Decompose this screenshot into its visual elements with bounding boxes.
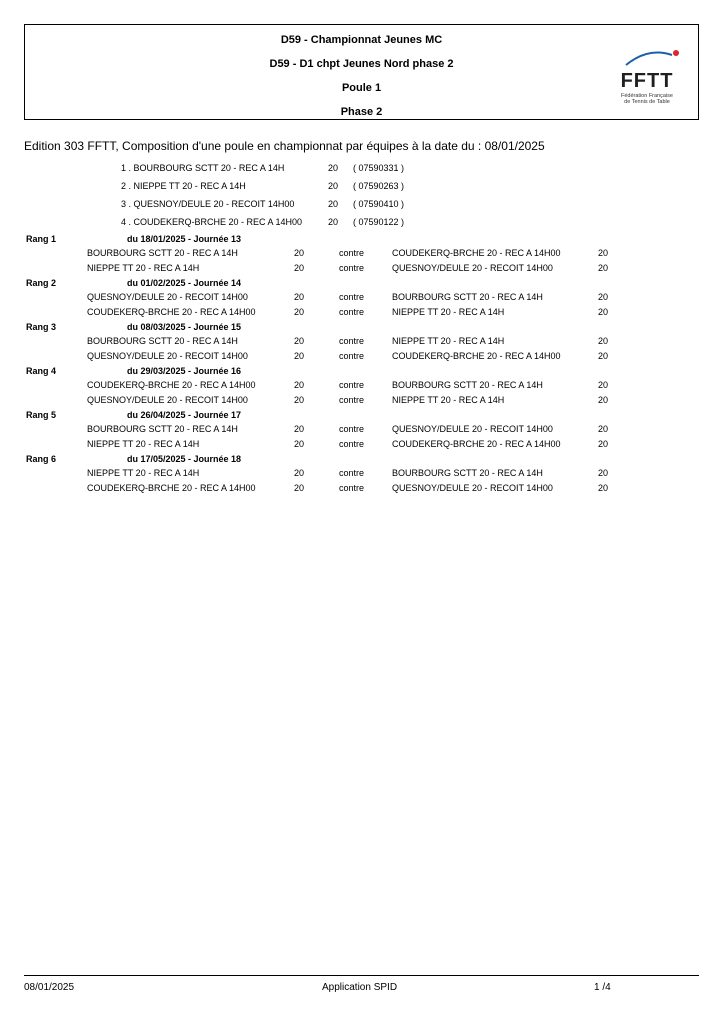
versus-label: contre (339, 307, 365, 317)
home-number: 20 (294, 380, 305, 390)
round-date: du 08/03/2025 - Journée 15 (127, 322, 242, 332)
versus-label: contre (339, 483, 365, 493)
home-team: BOURBOURG SCTT 20 - REC A 14H (87, 248, 238, 258)
round-date: du 18/01/2025 - Journée 13 (127, 234, 242, 244)
team-label: 2 . NIEPPE TT 20 - REC A 14H (121, 181, 246, 191)
away-number: 20 (598, 468, 609, 478)
home-team: QUESNOY/DEULE 20 - RECOIT 14H00 (87, 395, 248, 405)
versus-label: contre (339, 336, 365, 346)
away-number: 20 (598, 248, 609, 258)
away-team: QUESNOY/DEULE 20 - RECOIT 14H00 (392, 483, 553, 493)
away-team: COUDEKERQ-BRCHE 20 - REC A 14H00 (392, 351, 561, 361)
rang-label: Rang 1 (26, 234, 57, 244)
round-date: du 29/03/2025 - Journée 16 (127, 366, 242, 376)
away-number: 20 (598, 336, 609, 346)
away-team: BOURBOURG SCTT 20 - REC A 14H (392, 468, 543, 478)
home-team: QUESNOY/DEULE 20 - RECOIT 14H00 (87, 292, 248, 302)
round-date: du 17/05/2025 - Journée 18 (127, 454, 242, 464)
away-number: 20 (598, 307, 609, 317)
away-number: 20 (598, 380, 609, 390)
logo-subtitle-1: Fédération Française (621, 93, 673, 99)
logo-subtitle-2: de Tennis de Table (624, 99, 670, 105)
home-team: COUDEKERQ-BRCHE 20 - REC A 14H00 (87, 483, 256, 493)
home-number: 20 (294, 248, 305, 258)
away-team: QUESNOY/DEULE 20 - RECOIT 14H00 (392, 263, 553, 273)
home-number: 20 (294, 336, 305, 346)
home-team: NIEPPE TT 20 - REC A 14H (87, 439, 200, 449)
home-team: NIEPPE TT 20 - REC A 14H (87, 468, 200, 478)
home-number: 20 (294, 483, 305, 493)
rang-label: Rang 2 (26, 278, 57, 288)
team-code: ( 07590122 ) (353, 217, 405, 227)
away-team: COUDEKERQ-BRCHE 20 - REC A 14H00 (392, 439, 561, 449)
home-number: 20 (294, 424, 305, 434)
team-number: 20 (328, 199, 339, 209)
versus-label: contre (339, 380, 365, 390)
footer-app: Application SPID (322, 982, 398, 993)
round-date: du 01/02/2025 - Journée 14 (127, 278, 242, 288)
away-team: NIEPPE TT 20 - REC A 14H (392, 395, 505, 405)
edition-line: Edition 303 FFTT, Composition d'une poule en championnat par équipes à la date du : 08/01/2025 (24, 139, 545, 153)
away-team: NIEPPE TT 20 - REC A 14H (392, 336, 505, 346)
away-number: 20 (598, 395, 609, 405)
versus-label: contre (339, 468, 365, 478)
home-team: QUESNOY/DEULE 20 - RECOIT 14H00 (87, 351, 248, 361)
home-number: 20 (294, 307, 305, 317)
home-number: 20 (294, 439, 305, 449)
team-number: 20 (328, 181, 339, 191)
team-code: ( 07590263 ) (353, 181, 405, 191)
header-box (24, 24, 699, 120)
away-number: 20 (598, 263, 609, 273)
versus-label: contre (339, 424, 365, 434)
away-number: 20 (598, 483, 609, 493)
fftt-logo-mark (612, 45, 682, 91)
away-number: 20 (598, 351, 609, 361)
phase-title: Phase 2 (340, 106, 383, 118)
versus-label: contre (339, 395, 365, 405)
team-number: 20 (328, 163, 339, 173)
home-number: 20 (294, 395, 305, 405)
away-team: COUDEKERQ-BRCHE 20 - REC A 14H00 (392, 248, 561, 258)
team-number: 20 (328, 217, 339, 227)
logo-text: FFTT (620, 70, 674, 91)
round-date: du 26/04/2025 - Journée 17 (127, 410, 242, 420)
versus-label: contre (339, 292, 365, 302)
rang-label: Rang 6 (26, 454, 57, 464)
team-label: 3 . QUESNOY/DEULE 20 - RECOIT 14H00 (121, 199, 295, 209)
footer-date: 08/01/2025 (24, 982, 75, 993)
home-number: 20 (294, 468, 305, 478)
home-number: 20 (294, 263, 305, 273)
versus-label: contre (339, 248, 365, 258)
home-team: NIEPPE TT 20 - REC A 14H (87, 263, 200, 273)
home-team: COUDEKERQ-BRCHE 20 - REC A 14H00 (87, 380, 256, 390)
home-team: BOURBOURG SCTT 20 - REC A 14H (87, 424, 238, 434)
footer-divider (24, 975, 699, 976)
team-code: ( 07590331 ) (353, 163, 405, 173)
versus-label: contre (339, 351, 365, 361)
division-title: D59 - D1 chpt Jeunes Nord phase 2 (269, 58, 454, 70)
versus-label: contre (339, 439, 365, 449)
away-team: BOURBOURG SCTT 20 - REC A 14H (392, 292, 543, 302)
team-label: 4 . COUDEKERQ-BRCHE 20 - REC A 14H00 (121, 217, 303, 227)
rang-label: Rang 4 (26, 366, 57, 376)
team-label: 1 . BOURBOURG SCTT 20 - REC A 14H (121, 163, 285, 173)
rang-label: Rang 3 (26, 322, 57, 332)
team-code: ( 07590410 ) (353, 199, 405, 209)
home-team: BOURBOURG SCTT 20 - REC A 14H (87, 336, 238, 346)
fftt-logo (612, 45, 682, 115)
away-number: 20 (598, 424, 609, 434)
home-number: 20 (294, 351, 305, 361)
home-team: COUDEKERQ-BRCHE 20 - REC A 14H00 (87, 307, 256, 317)
away-team: QUESNOY/DEULE 20 - RECOIT 14H00 (392, 424, 553, 434)
home-number: 20 (294, 292, 305, 302)
away-number: 20 (598, 439, 609, 449)
away-number: 20 (598, 292, 609, 302)
rang-label: Rang 5 (26, 410, 57, 420)
championship-title: D59 - Championnat Jeunes MC (280, 34, 443, 46)
away-team: BOURBOURG SCTT 20 - REC A 14H (392, 380, 543, 390)
poule-title: Poule 1 (341, 82, 382, 94)
footer-page: 1 /4 (594, 982, 611, 993)
away-team: NIEPPE TT 20 - REC A 14H (392, 307, 505, 317)
versus-label: contre (339, 263, 365, 273)
